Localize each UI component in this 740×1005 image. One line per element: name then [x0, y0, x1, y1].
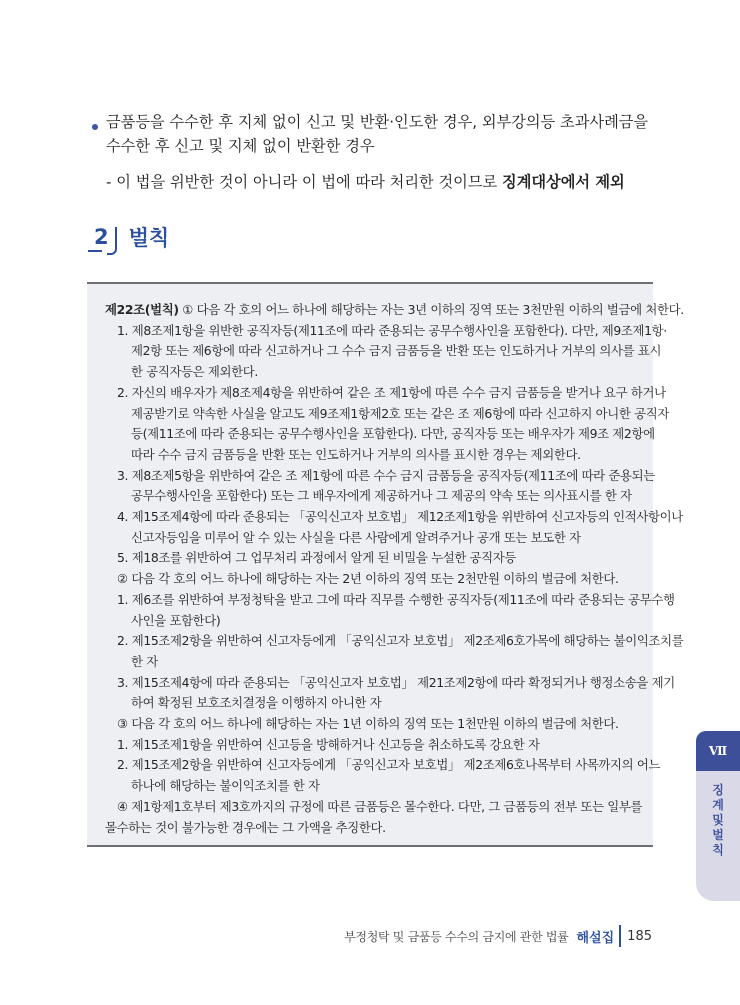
footer-divider — [619, 925, 621, 947]
intro-paragraph: 금품등을 수수한 후 지체 없이 신고 및 반환·인도한 경우, 외부강의등 초과사례금을 수수한 후 신고 및 지체 없이 반환한 경우 — [106, 113, 649, 155]
law-line — [105, 818, 639, 839]
law-line — [105, 362, 639, 383]
footer-book-title: 부정청탁 및 금품등 수수의 금지에 관한 법률 — [344, 929, 569, 944]
law-lines — [105, 300, 684, 838]
law-line-text: 몰수하는 것이 불가능한 경우에는 그 가액을 추징한다. — [105, 819, 386, 835]
law-line — [105, 507, 683, 528]
law-line-text: 2. 자신의 배우자가 제8조제4항을 위반하여 같은 조 제1항에 따른 수수 금지 금품등을 받거나 요구 하거나 — [117, 384, 666, 400]
law-line — [105, 404, 669, 425]
page-footer — [344, 924, 652, 948]
law-line — [105, 797, 643, 818]
law-line — [105, 321, 667, 342]
law-line-text: ① 다음 각 호의 어느 하나에 해당하는 자는 3년 이하의 징역 또는 3천만원 이하의 벌금에 처한다. — [178, 302, 684, 317]
law-line-text: 한 공직자등은 제외한다. — [131, 364, 258, 380]
law-line-text: 3. 제15조제4항에 따라 준용되는 「공익신고자 보호법」 제21조제2항에 따라 확정되거나 행정소송을 제기 — [117, 674, 675, 690]
law-line — [105, 631, 684, 652]
law-line-text: 한 자 — [131, 653, 158, 669]
law-line — [105, 735, 639, 756]
law-line-text: ② 다음 각 호의 어느 하나에 해당하는 자는 2년 이하의 징역 또는 2천만원 이하의 벌금에 처한다. — [117, 571, 619, 587]
law-line-text: ③ 다음 각 호의 어느 하나에 해당하는 자는 1년 이하의 징역 또는 1천만원 이하의 벌금에 처한다. — [117, 716, 619, 732]
law-line — [105, 693, 639, 714]
law-line — [105, 445, 639, 466]
law-line-text: 제2항 또는 제6항에 따라 신고하거나 그 수수 금지 금품등을 반환 또는 인도하거나 거부의 의사를 표시 — [131, 343, 662, 359]
law-line-text: 3. 제8조제5항을 위반하여 같은 조 제1항에 따른 수수 금지 금품등을 공직자등(제11조에 따라 준용되는 — [117, 467, 655, 483]
law-line-text: 따라 수수 금지 금품등을 반환 또는 인도하거나 거부의 의사를 표시한 경우는 제외한다. — [131, 446, 581, 462]
law-line — [105, 652, 639, 673]
section-number: 2 — [90, 225, 115, 249]
law-line — [105, 611, 639, 632]
law-line-text: 2. 제15조제2항을 위반하여 신고자등에게 「공익신고자 보호법」 제2조제6호나목부터 사목까지의 어느 — [117, 757, 661, 773]
law-line-text: 2. 제15조제2항을 위반하여 신고자등에게 「공익신고자 보호법」 제2조제6호가목에 해당하는 불이익조치를 — [117, 633, 684, 649]
page-number: 185 — [627, 928, 652, 944]
law-line — [105, 528, 639, 549]
law-line — [105, 341, 662, 362]
law-line — [105, 755, 661, 776]
law-line-text: 하나에 해당하는 불이익조치를 한 자 — [131, 778, 320, 794]
law-line — [105, 300, 684, 321]
law-line — [105, 776, 639, 797]
article-title: 제22조(벌칙) — [105, 302, 179, 317]
intro-note-text: - 이 법을 위반한 것이 아니라 이 법에 따라 처리한 것이므로 — [106, 173, 503, 191]
law-line-text: 1. 제6조를 위반하여 부정청탁을 받고 그에 따라 직무를 수행한 공직자등(제11조에 따라 준용되는 공무수행 — [117, 591, 675, 607]
law-line — [105, 590, 675, 611]
footer-subtitle: 해설집 — [576, 930, 615, 946]
law-line-text: ④ 제1항제1호부터 제3호까지의 규정에 따른 금품등은 몰수한다. 다만, 그 금품등의 전부 또는 일부를 — [117, 798, 643, 814]
law-line-text: 5. 제18조를 위반하여 그 업무처리 과정에서 알게 된 비밀을 누설한 공직자등 — [117, 550, 517, 566]
chapter-side-tab[interactable] — [696, 731, 740, 901]
intro-note-emphasis: 징계대상에서 제외 — [502, 173, 625, 191]
law-line — [105, 569, 639, 590]
chapter-label: 징계 및 벌칙 — [712, 783, 724, 857]
law-line-text: 1. 제8조제1항을 위반한 공직자등(제11조에 따라 준용되는 공무수행사인을 포함한다). 다만, 제9조제1항· — [117, 322, 667, 338]
law-line — [105, 673, 675, 694]
law-line — [105, 383, 666, 404]
bullet-icon — [92, 120, 102, 130]
law-line — [105, 714, 639, 735]
chapter-number: Ⅶ — [696, 731, 740, 771]
law-text-box — [87, 282, 684, 847]
section-heading — [90, 221, 169, 253]
section-title: 벌칙 — [128, 226, 170, 250]
law-line-text: 4. 제15조제4항에 따라 준용되는 「공익신고자 보호법」 제12조제1항을 위반하여 신고자등의 인적사항이나 — [117, 509, 683, 525]
law-line — [105, 424, 655, 445]
law-line-text: 공무수행사인을 포함한다) 또는 그 배우자에게 제공하거나 그 제공의 약속 또는 의사표시를 한 자 — [131, 488, 632, 504]
intro-note — [106, 170, 666, 194]
law-line-text: 제공받기로 약속한 사실을 알고도 제9조제1항제2호 또는 같은 조 제6항에 따라 신고하지 아니한 공직자 — [131, 405, 669, 421]
law-line-text: 하여 확정된 보호조치결정을 이행하지 아니한 자 — [131, 695, 382, 711]
law-line — [105, 486, 639, 507]
law-line-text: 사인을 포함한다) — [131, 612, 221, 628]
law-line-text: 등(제11조에 따라 준용되는 공무수행사인을 포함한다). 다만, 공직자등 또는 배우자가 제9조 제2항에 — [131, 426, 655, 442]
law-line-text: 신고자등임을 미루어 알 수 있는 사실을 다른 사람에게 알려주거나 공개 또는 보도한 자 — [131, 529, 581, 545]
law-line — [105, 466, 655, 487]
law-line-text: 1. 제15조제1항을 위반하여 신고등을 방해하거나 신고등을 취소하도록 강요한 자 — [117, 736, 540, 752]
law-line — [105, 548, 639, 569]
